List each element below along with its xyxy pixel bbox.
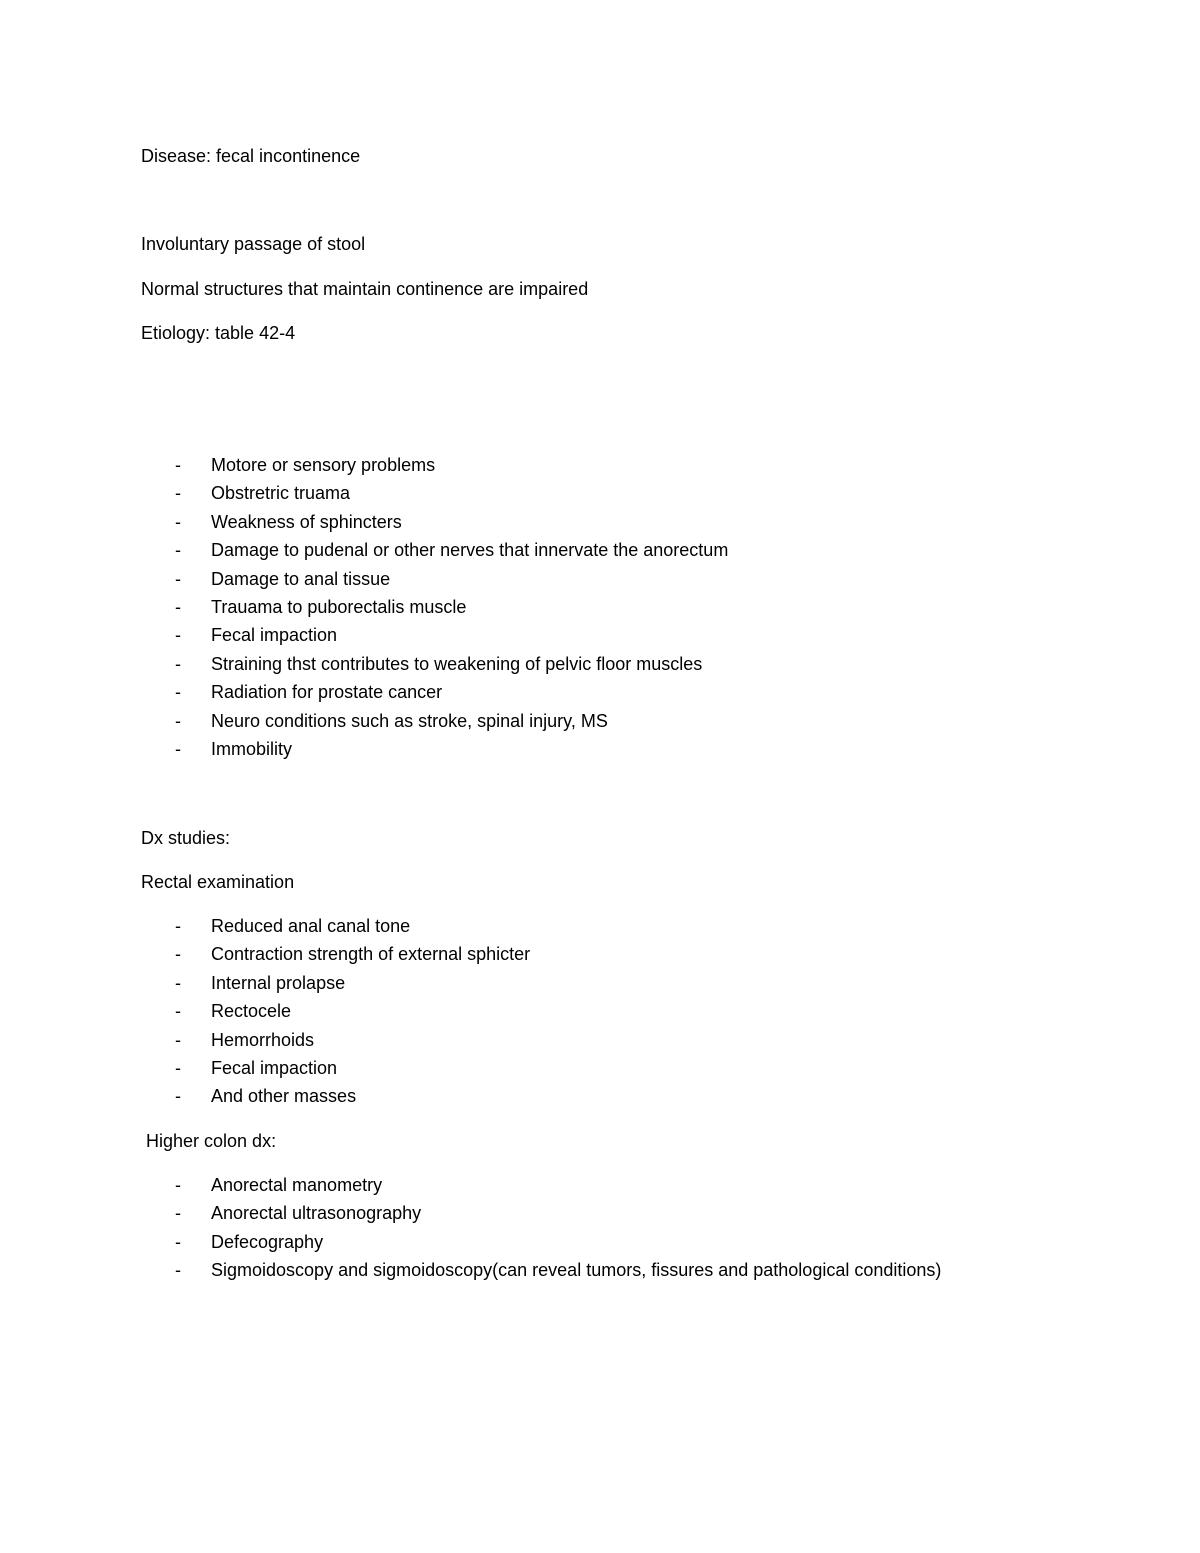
bullet-dash: -: [175, 710, 181, 731]
bullet-dash: -: [175, 653, 181, 674]
bullet-dash: -: [175, 1086, 181, 1107]
bullet-dash: -: [175, 540, 181, 561]
bullet-dash: -: [175, 1029, 181, 1050]
bullet-dash: -: [175, 944, 181, 965]
bullet-dash: -: [175, 1231, 181, 1252]
bullet-dash: -: [175, 1057, 181, 1078]
definition-line: Involuntary passage of stool: [141, 234, 366, 254]
bullet-dash: -: [175, 596, 181, 617]
bullet-dash: -: [175, 916, 181, 936]
bullet-dash: -: [175, 625, 181, 646]
bullet-dash: -: [175, 682, 181, 703]
dx-studies-heading: Dx studies:: [141, 828, 231, 848]
bullet-dash: -: [175, 1001, 181, 1022]
bullet-dash: -: [175, 511, 181, 532]
disease-heading: Disease: fecal incontinence: [141, 146, 361, 166]
bullet-dash: -: [175, 1203, 181, 1224]
higher-colon-heading: Higher colon dx:: [146, 1131, 277, 1151]
bullet-dash: -: [175, 455, 181, 475]
bullet-dash: -: [175, 1175, 181, 1195]
bullet-dash: -: [175, 483, 181, 504]
etiology-line: Etiology: table 42-4: [141, 323, 296, 343]
pathophysiology-line: Normal structures that maintain continence are impaired: [141, 279, 589, 299]
bullet-dash: -: [175, 738, 181, 759]
bullet-dash: -: [175, 972, 181, 993]
rectal-exam-heading: Rectal examination: [141, 872, 295, 892]
bullet-dash: -: [175, 568, 181, 589]
bullet-dash: -: [175, 1260, 181, 1281]
document-page: Disease: fecal incontinence Involuntary passage of stool Normal structures that maintain continence are impaired Etiology: table 42-4 - Motore or sensory problems - Obstretric truama - Weakness of sphincters - Damage to pudenal or other nerves that innervate the anorectum - Damage to anal tissue - Trauama to puborectalis muscle - Fecal impaction - Straining thst contributes to weakening of pelvic floor muscles - Radiation for prostate cancer - Neuro conditions such as stroke, spinal injury, MS - Immobility Dx studies: Rectal examination - Reduced anal canal tone - Contraction strength of external sphicter - Internal prolapse - Rectocele - Hemorrhoids - Fecal impaction - And other masses Higher colon dx: - Anorectal manometry - Anorectal ultrasonography - Defecography - Sigmoidoscopy and sigmoidoscopy(can reveal tumors, fissures and pathological conditions): [0, 0, 1200, 1553]
